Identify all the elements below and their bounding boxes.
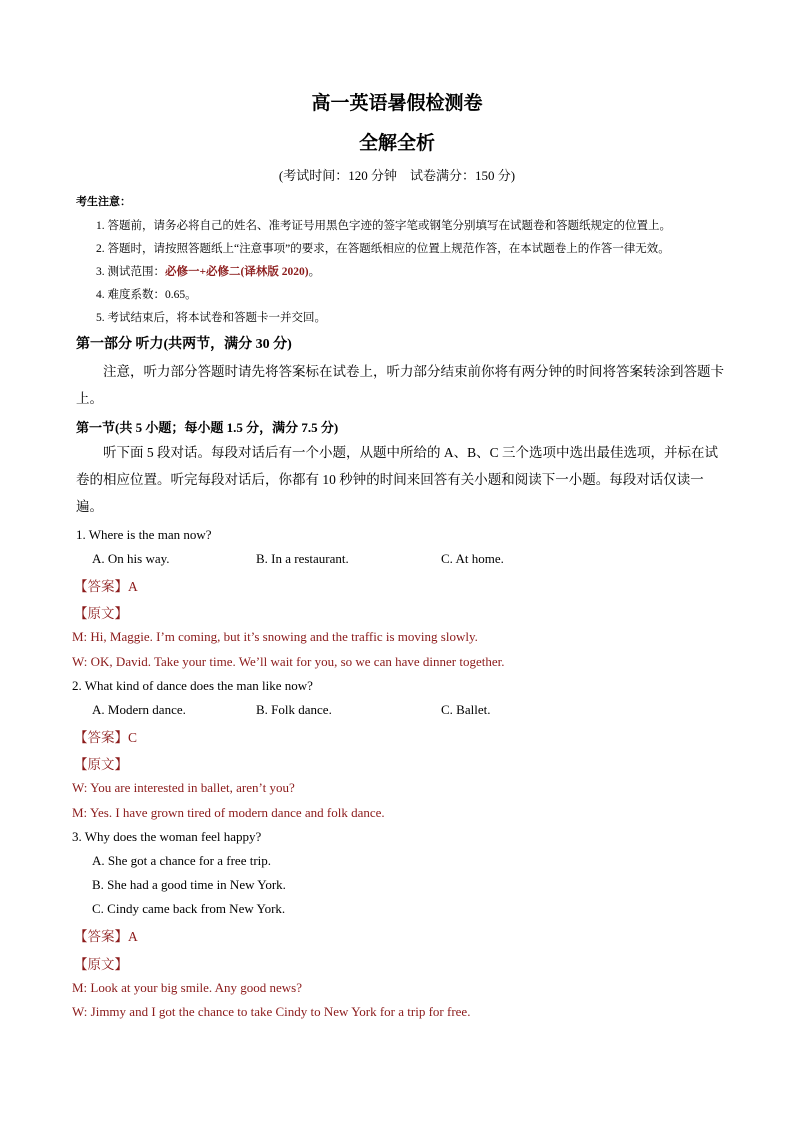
- notice-punct: 。: [308, 266, 321, 278]
- section1-title: 第一节(共 5 小题；每小题 1.5 分，满分 7.5 分): [76, 420, 339, 435]
- notice-item: 4. 难度系数：0.65。: [96, 289, 197, 301]
- answer-label: 【答案】A: [74, 579, 138, 594]
- script-line: M: Yes. I have grown tired of modern dance and folk dance.: [72, 805, 385, 820]
- notice-item: [96, 263, 320, 279]
- notice-item: 1. 答题前，请务必将自己的姓名、准考证号用黑色字迹的签字笔或钢笔分别填写在试题卷和答题纸规定的位置上。: [96, 220, 671, 232]
- question-stem: 3. Why does the woman feel happy?: [72, 829, 262, 844]
- page-title: 高一英语暑假检测卷: [311, 93, 483, 114]
- option-c: C. Ballet.: [441, 702, 491, 717]
- notice-item-label: 3. 测试范围：: [96, 266, 165, 278]
- part1-intro: 注意，听力部分答题时请先将答案标在试卷上，听力部分结束前你将有两分钟的时间将答案转涂到答题卡上。: [76, 364, 724, 406]
- question-stem: 2. What kind of dance does the man like now?: [72, 678, 313, 693]
- section1-intro: 听下面 5 段对话。每段对话后有一个小题，从题中所给的 A、B、C 三个选项中选出最佳选项，并标在试卷的相应位置。听完每段对话后，你都有 10 秒钟的时间来回答有关小题和阅读下一小题。每段对话仅读一遍。: [76, 445, 719, 514]
- answer-label: 【答案】A: [74, 929, 138, 944]
- script-line: M: Hi, Maggie. I’m coming, but it’s snowing and the traffic is moving slowly.: [72, 629, 478, 644]
- notice-title: 考生注意：: [76, 196, 131, 208]
- notice-item: 5. 考试结束后，将本试卷和答题卡一并交回。: [96, 312, 326, 324]
- test-scope: 必修一+必修二(译林版 2020): [165, 266, 309, 278]
- question-stem: 1. Where is the man now?: [76, 527, 212, 542]
- answer-label: 【答案】C: [74, 730, 138, 745]
- option-c: C. At home.: [441, 551, 504, 566]
- original-label: 【原文】: [74, 757, 128, 772]
- page-subtitle: 全解全析: [358, 133, 435, 154]
- part1-title: 第一部分 听力(共两节，满分 30 分): [76, 337, 292, 352]
- option-b: B. In a restaurant.: [256, 551, 349, 566]
- notice-item: 2. 答题时，请按照答题纸上“注意事项”的要求，在答题纸相应的位置上规范作答，在本试题卷上的作答一律无效。: [96, 243, 670, 255]
- option-c: C. Cindy came back from New York.: [92, 901, 286, 916]
- option-b: B. She had a good time in New York.: [92, 877, 286, 892]
- original-label: 【原文】: [74, 606, 128, 621]
- option-a: A. She got a chance for a free trip.: [92, 853, 272, 868]
- option-a: A. Modern dance.: [92, 702, 186, 717]
- script-line: W: You are interested in ballet, aren’t you?: [72, 780, 295, 795]
- script-line: M: Look at your big smile. Any good news?: [72, 980, 303, 995]
- script-line: W: OK, David. Take your time. We’ll wait for you, so we can have dinner together.: [72, 654, 505, 669]
- script-line: W: Jimmy and I got the chance to take Cindy to New York for a trip for free.: [72, 1004, 471, 1019]
- original-label: 【原文】: [74, 957, 128, 972]
- option-a: A. On his way.: [92, 551, 170, 566]
- exam-info: (考试时间：120 分钟 试卷满分：150 分): [278, 168, 516, 183]
- option-b: B. Folk dance.: [256, 702, 332, 717]
